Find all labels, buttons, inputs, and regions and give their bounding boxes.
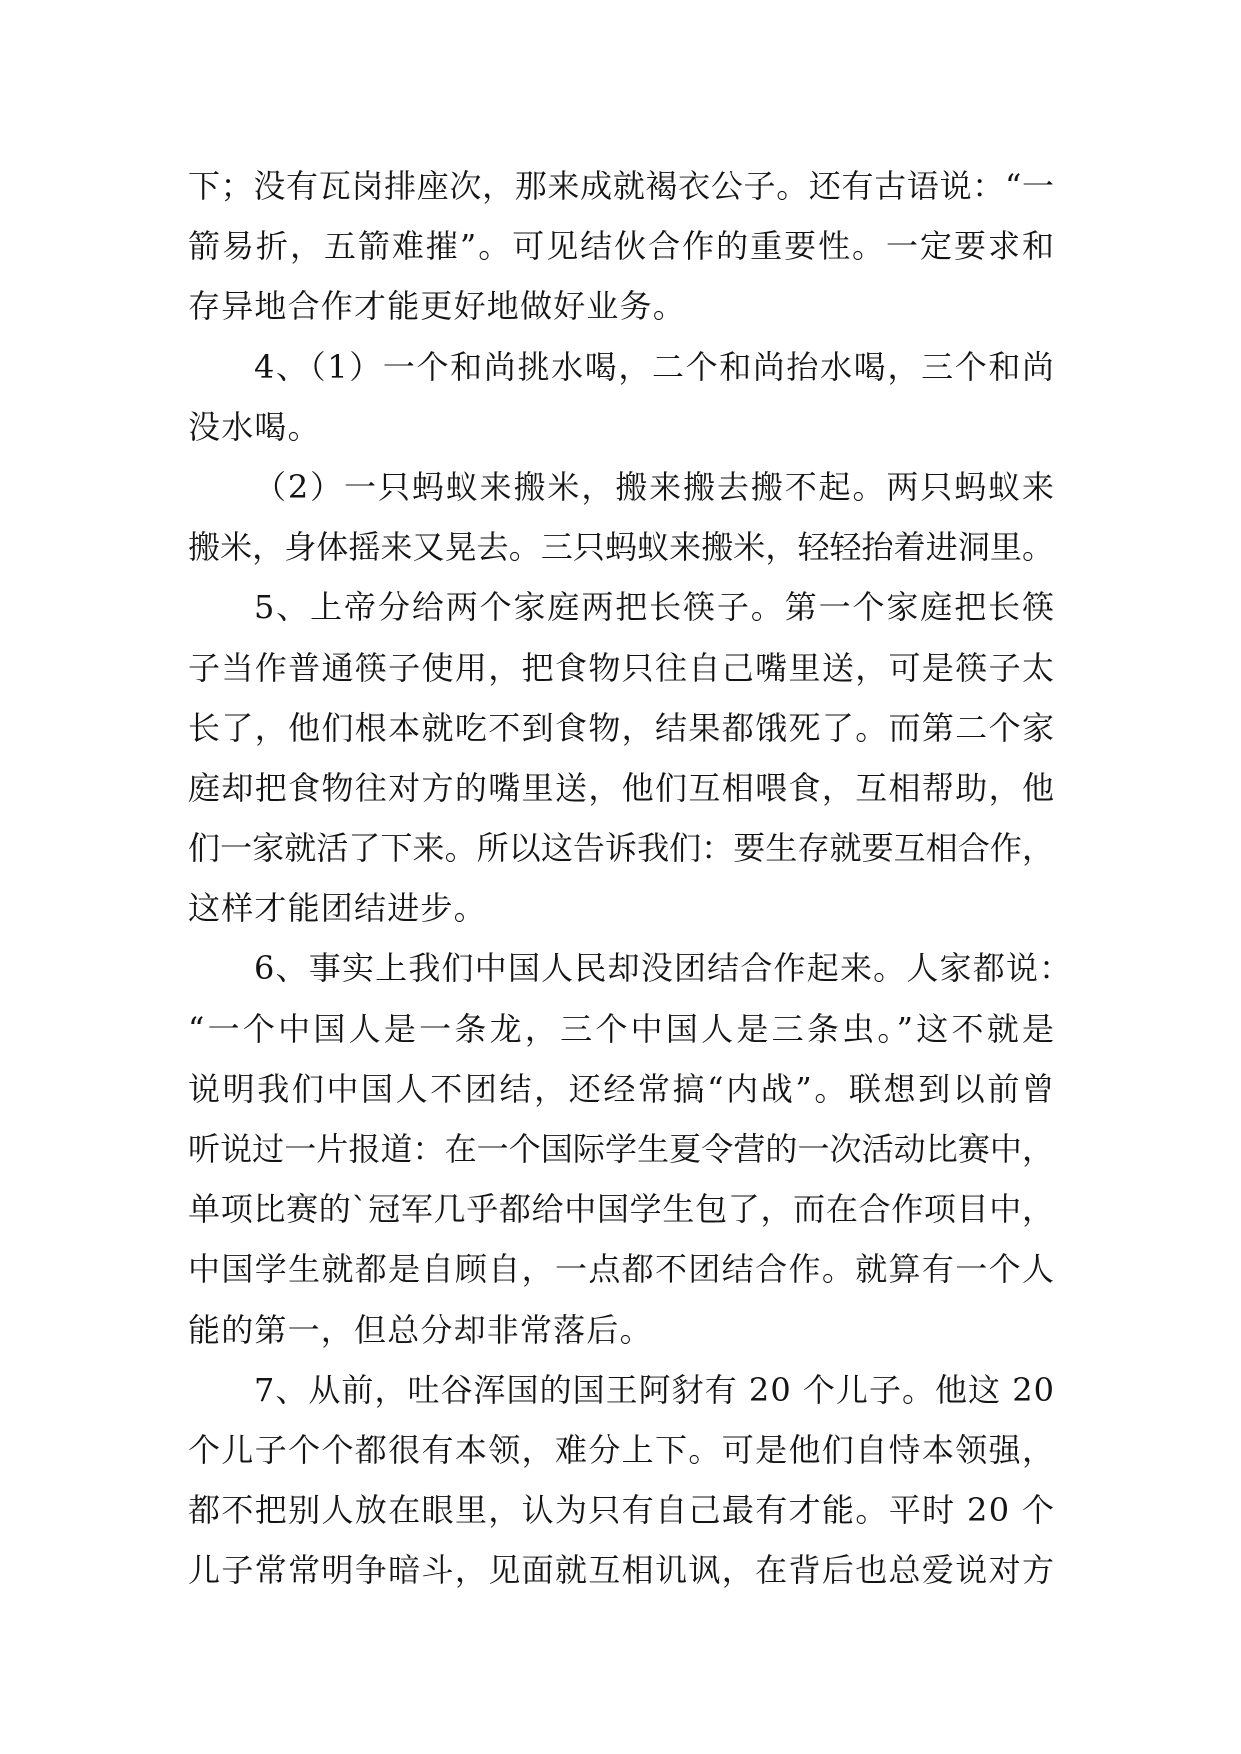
line-text: 能的第一，但总分却非常落后。 xyxy=(188,1310,653,1349)
text-line xyxy=(188,156,1054,216)
line-text: （2）一只蚂蚁来搬米，搬来搬去搬不起。两只蚂蚁来 xyxy=(254,467,1056,506)
text-line xyxy=(188,999,1058,1059)
paragraph-continued xyxy=(188,156,1054,337)
line-text: 6、事实上我们中国人民却没团结合作起来。人家都说： xyxy=(254,949,1073,988)
text-line xyxy=(188,457,1054,517)
text-line xyxy=(188,818,1054,878)
text-line xyxy=(188,1480,1054,1540)
text-line xyxy=(188,1059,1057,1119)
line-text: 庭却把食物往对方的嘴里送，他们互相喂食，互相帮助，他 xyxy=(188,768,1056,807)
paragraph-item-4-2 xyxy=(188,457,1054,577)
document-body xyxy=(188,156,1073,1601)
text-line xyxy=(188,1239,1054,1299)
paragraph-item-6 xyxy=(188,938,1073,1359)
line-text: 7、从前，吐谷浑国的国王阿豺有 20 个儿子。他这 20 xyxy=(254,1370,1056,1409)
text-line xyxy=(188,878,1054,938)
line-text: 5、上帝分给两个家庭两把长筷子。第一个家庭把长筷 xyxy=(254,588,1056,627)
line-text: 搬米，身体摇来又晃去。三只蚂蚁来搬米，轻轻抬着进洞里。 xyxy=(188,528,1055,567)
text-line xyxy=(188,698,1054,758)
line-text: 说明我们中国人不团结，还经常搞“内战”。联想到以前曾 xyxy=(188,1069,1057,1108)
line-text: 长了，他们根本就吃不到食物，结果都饿死了。而第二个家 xyxy=(188,708,1056,747)
line-text: 儿子常常明争暗斗，见面就互相讥讽，在背后也总爱说对方 xyxy=(188,1551,1056,1590)
text-line xyxy=(188,577,1054,637)
line-text: 单项比赛的`冠军几乎都给中国学生包了，而在合作项目中， xyxy=(188,1190,1055,1229)
text-line xyxy=(188,1179,1054,1239)
line-text: 子当作普通筷子使用，把食物只往自己嘴里送，可是筷子太 xyxy=(188,648,1056,687)
text-line xyxy=(188,276,1054,336)
line-text: 下；没有瓦岗排座次，那来成就褐衣公子。还有古语说：“一 xyxy=(188,167,1055,205)
text-line xyxy=(188,638,1054,698)
line-text: “一个中国人是一条龙，三个中国人是三条虫。”这不就是 xyxy=(188,1009,1058,1048)
line-text: 箭易折，五箭难摧”。可见结伙合作的重要性。一定要求和 xyxy=(188,227,1056,266)
line-text: 4、（1）一个和尚挑水喝，二个和尚抬水喝，三个和尚 xyxy=(254,347,1056,386)
text-line xyxy=(188,1540,1054,1600)
line-text: 都不把别人放在眼里，认为只有自己最有才能。平时 20 个 xyxy=(188,1491,1056,1530)
text-line xyxy=(188,758,1054,818)
line-text: 没水喝。 xyxy=(188,407,321,446)
line-text: 们一家就活了下来。所以这告诉我们：要生存就要互相合作， xyxy=(188,829,1055,868)
text-line xyxy=(188,337,1054,397)
line-text: 个儿子个个都很有本领，难分上下。可是他们自恃本领强， xyxy=(188,1430,1056,1469)
paragraph-item-4 xyxy=(188,337,1054,457)
text-line xyxy=(188,1360,1054,1420)
text-line xyxy=(188,1420,1054,1480)
text-line xyxy=(188,397,1054,457)
line-text: 存异地合作才能更好地做好业务。 xyxy=(188,287,687,326)
text-line xyxy=(188,1300,1054,1360)
line-text: 这样才能团结进步。 xyxy=(188,889,487,928)
paragraph-item-5 xyxy=(188,577,1054,938)
paragraph-item-7 xyxy=(188,1360,1054,1601)
text-line xyxy=(188,517,1054,577)
line-text: 中国学生就都是自顾自，一点都不团结合作。就算有一个人 xyxy=(188,1250,1056,1289)
line-text: 听说过一片报道：在一个国际学生夏令营的一次活动比赛中， xyxy=(188,1130,1055,1168)
text-line xyxy=(188,216,1054,276)
text-line xyxy=(188,1119,1054,1179)
text-line xyxy=(188,938,1073,998)
